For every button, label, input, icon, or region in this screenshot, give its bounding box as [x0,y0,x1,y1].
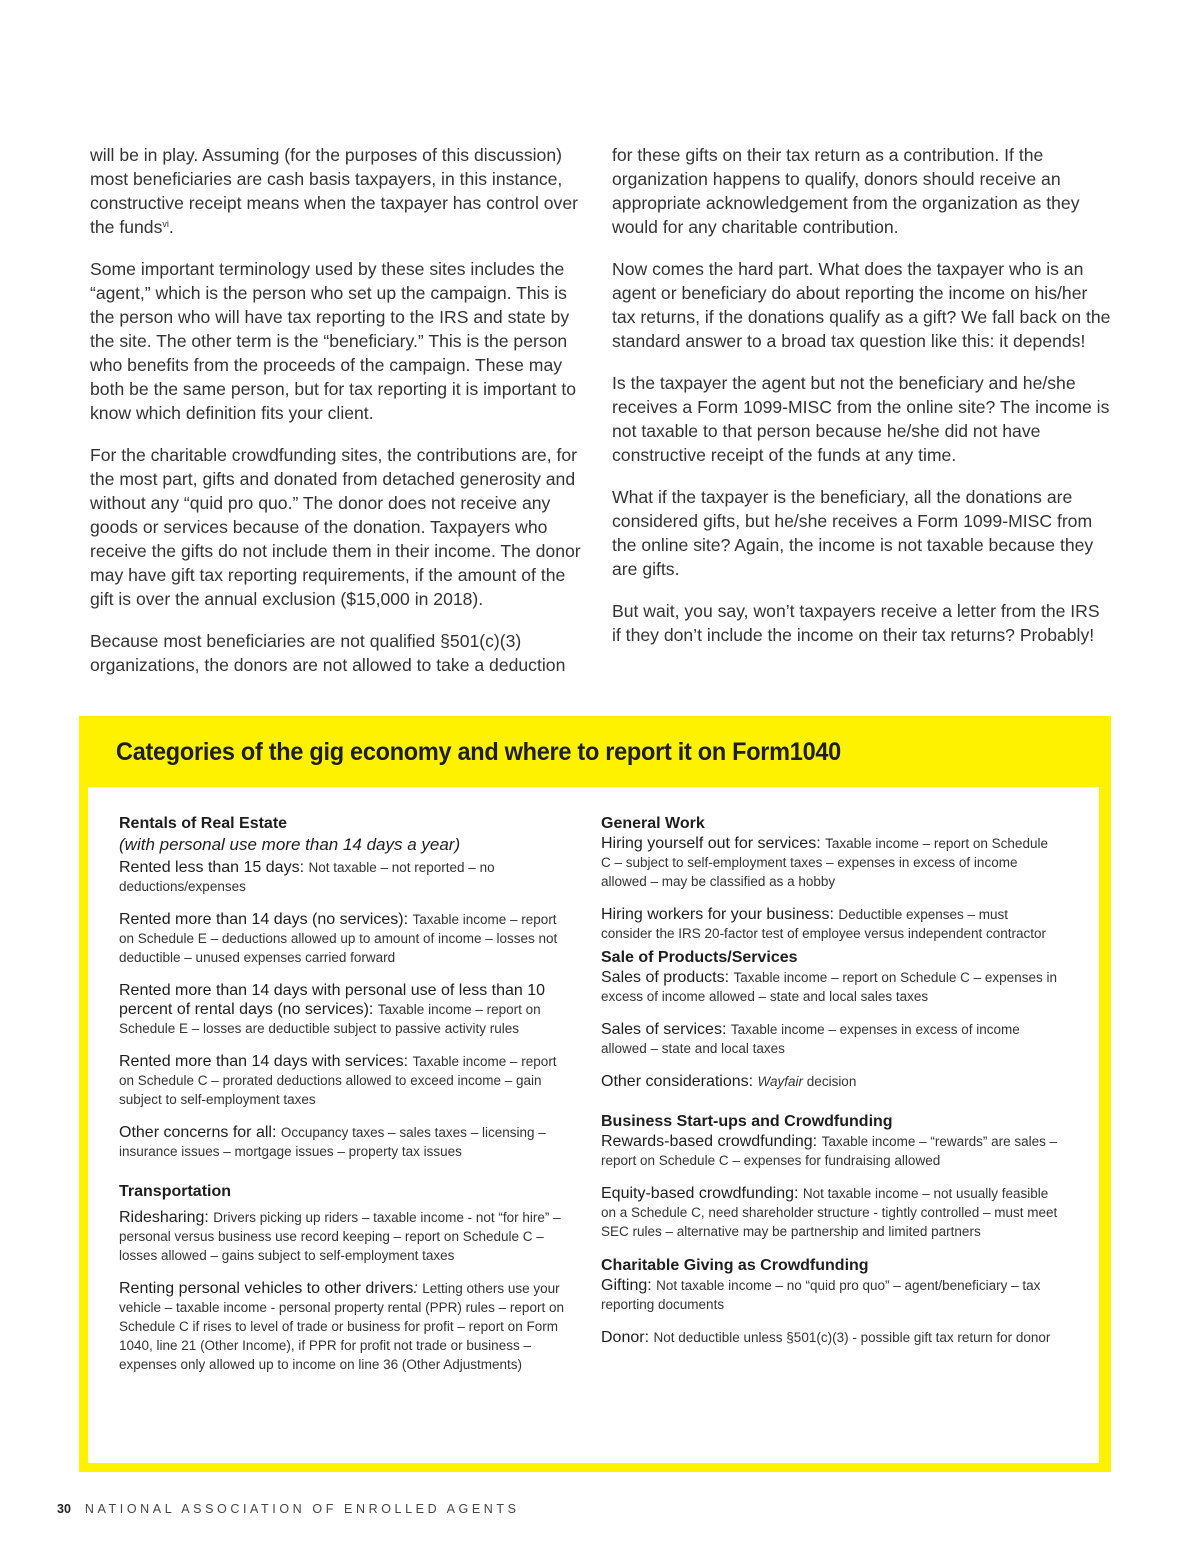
list-item: Ridesharing: Drivers picking up riders – taxable income - not “for hire” – personal versus business use record keeping – report on Schedule C – losses allowed – gains subject to self-employment taxes [119,1209,561,1263]
list-item: Gifting: Not taxable income – no “quid pro quo” – agent/beneficiary – tax reporting documents [601,1277,1041,1312]
section-heading-startups: Business Start-ups and Crowdfunding [601,1113,893,1130]
paragraph: for these gifts on their tax return as a contribution. If the organization happens to qualify, donors should receive an appropriate acknowledgement from the organization as they would for any charitable contribution. [612,145,1080,237]
list-item: Rented more than 14 days (no services): Taxable income – report on Schedule E – deductions allowed up to amount of income – losses not deductible – unused expenses carried forward [119,911,558,965]
section-heading-rentals: Rentals of Real Estate [119,815,288,832]
sidebar-column-right [601,813,1061,1361]
paragraph: Because most beneficiaries are not qualified §501(c)(3) organizations, the donors are not allowed to take a deduction [90,631,566,675]
section-heading-general-work: General Work [601,815,705,832]
section-subheading: (with personal use more than 14 days a year) [119,835,461,854]
paragraph: Is the taxpayer the agent but not the beneficiary and he/she receives a Form 1099-MISC from the online site? The income is not taxable to that person because he/she did not have constructive receipt of the funds at any time. [612,373,1110,465]
section-heading-charitable: Charitable Giving as Crowdfunding [601,1257,869,1274]
gig-economy-sidebar [79,716,1111,1472]
section-heading-transportation: Transportation [119,1183,232,1200]
paragraph: But wait, you say, won’t taxpayers receive a letter from the IRS if they don’t include the income on their tax returns? Probably! [612,601,1100,645]
page-footer [57,1502,520,1516]
list-item: Hiring yourself out for services: Taxable income – report on Schedule C – subject to self-employment taxes – expenses in excess of income allowed – may be classified as a hobby [601,835,1048,889]
page-number: 30 [57,1502,71,1516]
sidebar-content [88,787,1099,1463]
section-heading-sale: Sale of Products/Services [601,949,798,966]
list-item: Donor: Not deductible unless §501(c)(3) - possible gift tax return for donor [601,1329,1051,1346]
sidebar-title: Categories of the gig economy and where to report it on Form1040 [116,738,841,766]
list-item: Rented less than 15 days: Not taxable – not reported – no deductions/expenses [119,859,495,894]
list-item: Sales of services: Taxable income – expenses in excess of income allowed – state and local taxes [601,1021,1020,1056]
paragraph: Some important terminology used by these sites includes the “agent,” which is the person who set up the campaign. This is the person who will have tax reporting to the IRS and state by the site. The other term is the “beneficiary.” This is the person who benefits from the proceeds of the campaign. These may both be the same person, but for tax reporting it is important to know which definition fits your client. [90,259,577,423]
article-column-right [612,143,1112,665]
sidebar-column-left [119,813,569,1388]
endnote-marker: vi [162,219,169,229]
paragraph: Now comes the hard part. What does the taxpayer who is an agent or beneficiary do about reporting the income on his/her tax returns, if the donations qualify as a gift? We fall back on the standard answer to a broad tax question like this: it depends! [612,259,1111,351]
list-item: Equity-based crowdfunding: Not taxable income – not usually feasible on a Schedule C, need shareholder structure - tightly controlled – must meet SEC rules – alternative may be partnership and limited partners [601,1185,1058,1239]
list-item: Other considerations: Wayfair decision [601,1073,857,1090]
paragraph: will be in play. Assuming (for the purposes of this discussion) most beneficiaries are cash basis taxpayers, in this instance, constructive receipt means when the taxpayer has control over the funds$^{vi}$. [90,145,578,237]
list-item: Rented more than 14 days with services: Taxable income – report on Schedule C – prorated deductions allowed to exceed income – gain subject to self-employment taxes [119,1053,557,1107]
article-column-left [90,143,582,695]
paragraph: For the charitable crowdfunding sites, the contributions are, for the most part, gifts and donated from detached generosity and without any “quid pro quo.” The donor does not receive any goods or services because of the donation. Taxpayers who receive the gifts do not include them in their income. The donor may have gift tax reporting requirements, if the amount of the gift is over the annual exclusion ($15,000 in 2018). [90,445,581,609]
publication-name: NATIONAL ASSOCIATION OF ENROLLED AGENTS [84,1502,520,1516]
list-item: Rewards-based crowdfunding: Taxable income – “rewards” are sales – report on Schedule C – expenses for fundraising allowed [601,1133,1058,1168]
list-item: Renting personal vehicles to other drivers: Letting others use your vehicle – taxable income - personal property rental (PPR) rules – report on Schedule C if rises to level of trade or business for profit – report on Form 1040, line 21 (Other Income), if PPR for profit not trade or business – expenses only allowed up to income on line 36 (Other Adjustments) [119,1280,564,1372]
list-item: Other concerns for all: Occupancy taxes – sales taxes – licensing – insurance issues – mortgage issues – property tax issues [119,1124,546,1159]
list-item: Hiring workers for your business: Deductible expenses – must consider the IRS 20-factor test of employee versus independent contractor [601,906,1046,941]
list-item: Sales of products: Taxable income – report on Schedule C – expenses in excess of income allowed – state and local sales taxes [601,969,1057,1004]
list-item: Rented more than 14 days with personal use of less than 10 percent of rental days (no services): Taxable income – report on Schedule E – losses are deductible subject to passive activity rules [119,982,546,1036]
paragraph: What if the taxpayer is the beneficiary, all the donations are considered gifts, but he/she receives a Form 1099-MISC from the online site? Again, the income is not taxable because they are gifts. [612,487,1094,579]
